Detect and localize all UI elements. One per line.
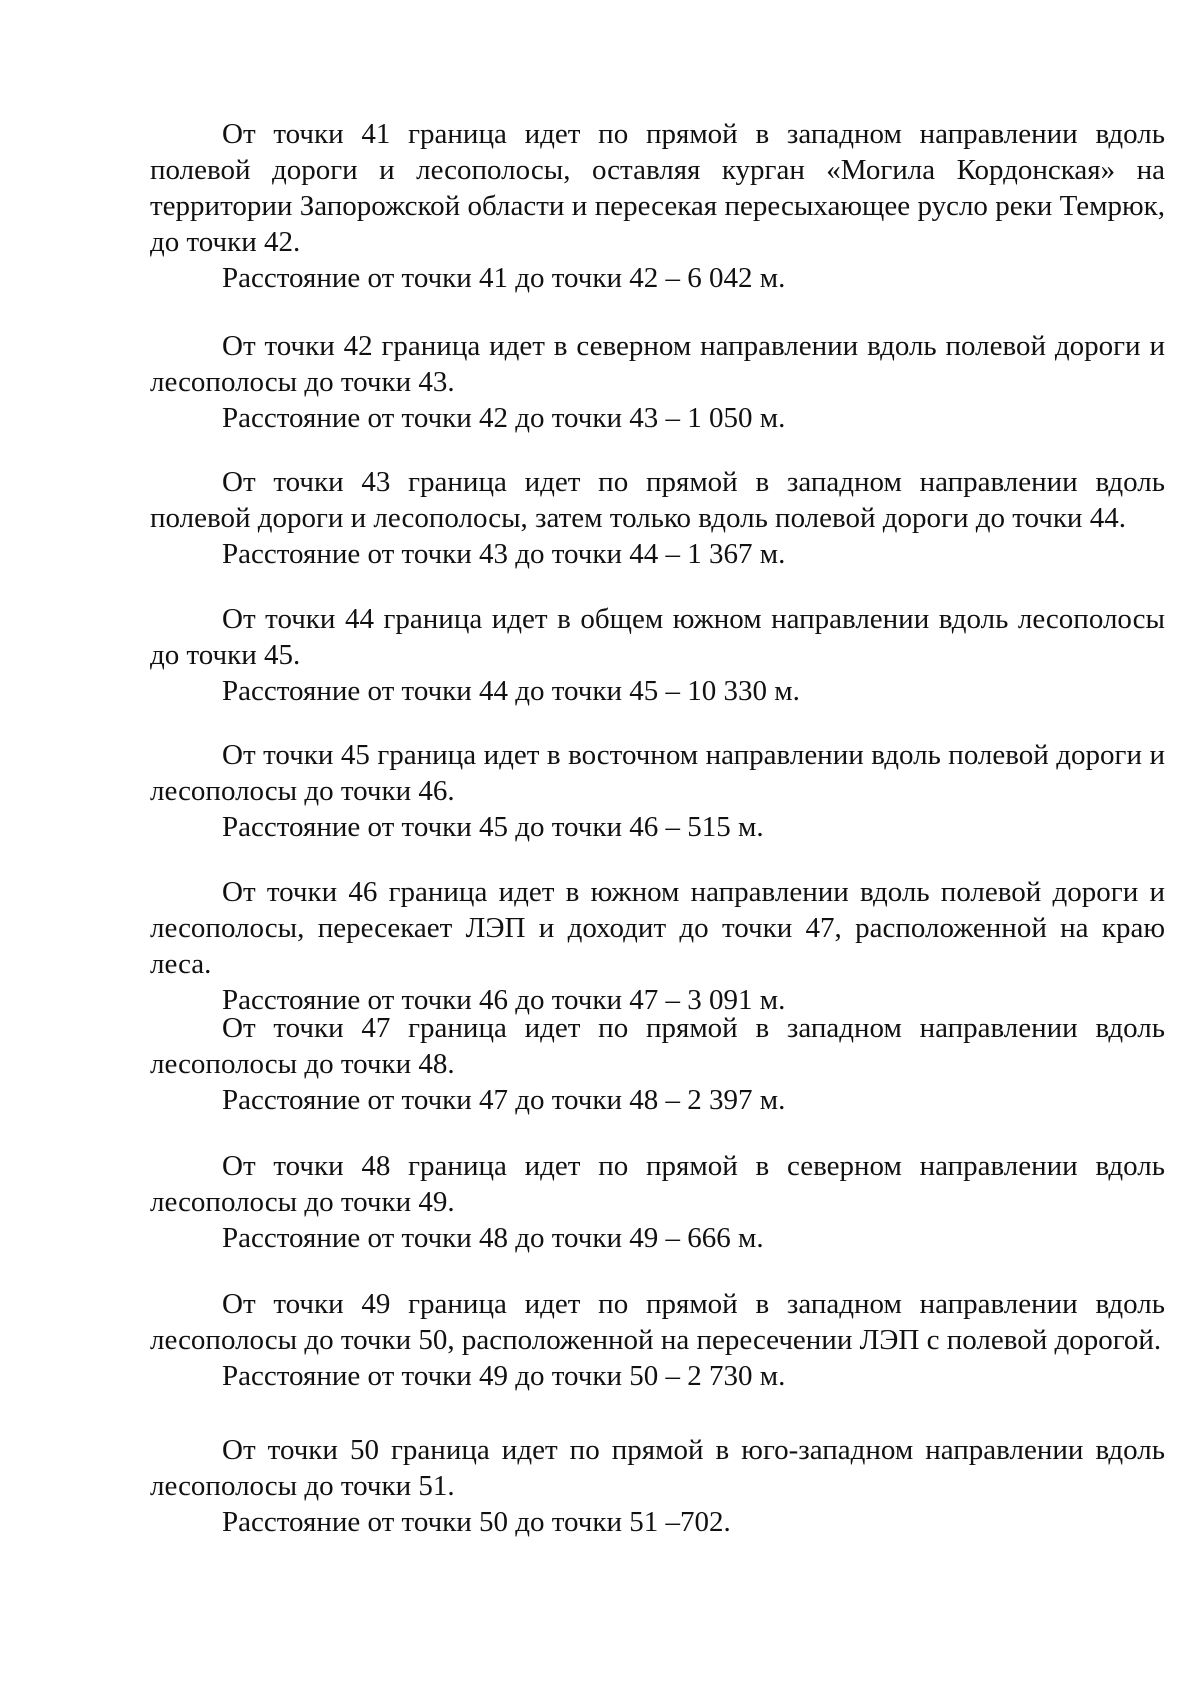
boundary-section-45-46 (150, 737, 1165, 845)
distance-line: Расстояние от точки 43 до точки 44 – 1 367 м. (222, 538, 786, 570)
distance-line: Расстояние от точки 47 до точки 48 – 2 397 м. (222, 1084, 786, 1116)
boundary-section-44-45 (150, 601, 1165, 709)
distance-line: Расстояние от точки 45 до точки 46 – 515 м. (222, 811, 764, 843)
boundary-description: От точки 44 граница идет в общем южном направлении вдоль лесополосы до точки 45. (150, 603, 1165, 671)
distance-line: Расстояние от точки 44 до точки 45 – 10 330 м. (222, 675, 800, 707)
boundary-description: От точки 45 граница идет в восточном направлении вдоль полевой дороги и лесополосы до точки 46. (150, 739, 1165, 807)
distance-line: Расстояние от точки 49 до точки 50 – 2 730 м. (222, 1360, 786, 1392)
boundary-description: От точки 50 граница идет по прямой в юго-западном направлении вдоль лесополосы до точки 51. (150, 1434, 1165, 1502)
boundary-description: От точки 48 граница идет по прямой в северном направлении вдоль лесополосы до точки 49. (150, 1150, 1165, 1218)
distance-line: Расстояние от точки 48 до точки 49 – 666 м. (222, 1222, 764, 1254)
distance-line: Расстояние от точки 46 до точки 47 – 3 091 м. (222, 984, 786, 1016)
distance-line: Расстояние от точки 42 до точки 43 – 1 050 м. (222, 402, 786, 434)
boundary-section-50-51 (150, 1432, 1165, 1540)
distance-line: Расстояние от точки 41 до точки 42 – 6 042 м. (222, 262, 786, 294)
boundary-section-41-42 (150, 116, 1165, 296)
boundary-description: От точки 46 граница идет в южном направлении вдоль полевой дороги и лесополосы, пересекает ЛЭП и доходит до точки 47, расположенной на краю леса. (150, 876, 1165, 980)
boundary-section-43-44 (150, 464, 1165, 572)
boundary-description: От точки 43 граница идет по прямой в западном направлении вдоль полевой дороги и лесополосы, затем только вдоль полевой дороги до точки 44. (150, 466, 1165, 534)
boundary-description: От точки 41 граница идет по прямой в западном направлении вдоль полевой дороги и лесополосы, оставляя курган «Могила Кордонская» на территории Запорожской области и пересекая пересыхающее русло реки Темрюк, до точки 42. (150, 118, 1165, 258)
distance-line: Расстояние от точки 50 до точки 51 –702. (222, 1506, 731, 1538)
boundary-description: От точки 42 граница идет в северном направлении вдоль полевой дороги и лесополосы до точки 43. (150, 330, 1165, 398)
boundary-section-48-49 (150, 1148, 1165, 1256)
boundary-description: От точки 49 граница идет по прямой в западном направлении вдоль лесополосы до точки 50, расположенной на пересечении ЛЭП с полевой дорогой. (150, 1288, 1165, 1356)
boundary-section-47-48 (150, 1010, 1165, 1118)
boundary-section-42-43 (150, 328, 1165, 436)
boundary-description: От точки 47 граница идет по прямой в западном направлении вдоль лесополосы до точки 48. (150, 1012, 1165, 1080)
boundary-section-49-50 (150, 1286, 1165, 1394)
boundary-section-46-47 (150, 874, 1165, 1018)
